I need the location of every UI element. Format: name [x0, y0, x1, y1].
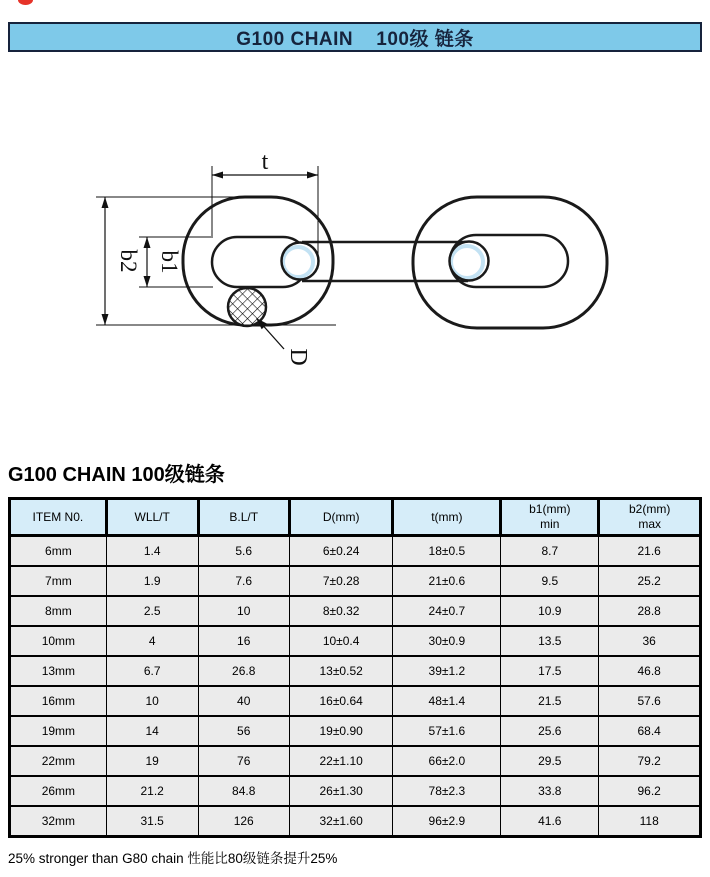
col-header-wll: WLL/T: [106, 499, 198, 536]
section-title: G100 CHAIN 100级链条: [8, 464, 225, 486]
b2-arrow-top: [102, 197, 109, 208]
cell-b2: 79.2: [599, 746, 701, 776]
b1-arrow-bottom: [144, 276, 151, 287]
table-row: [10, 686, 701, 716]
cell-t: 66±2.0: [393, 746, 501, 776]
cell-t: 18±0.5: [393, 536, 501, 567]
table-row: [10, 806, 701, 837]
cell-b1: 33.8: [501, 776, 599, 806]
cell-bl: 10: [198, 596, 289, 626]
banner-title: G100 CHAIN 100级 链条: [236, 28, 474, 50]
cell-b2: 118: [599, 806, 701, 837]
cell-b2: 21.6: [599, 536, 701, 567]
logo-fragment: [18, 0, 33, 5]
cell-b1: 13.5: [501, 626, 599, 656]
cell-wll: 6.7: [106, 656, 198, 686]
cell-item-no: 8mm: [10, 596, 107, 626]
t-label: t: [261, 149, 269, 175]
cell-t: 48±1.4: [393, 686, 501, 716]
b2-label: b2: [116, 249, 141, 273]
cell-t: 24±0.7: [393, 596, 501, 626]
cell-t: 96±2.9: [393, 806, 501, 837]
table-row: [10, 596, 701, 626]
chain-dimension-diagram: [0, 140, 710, 385]
cell-t: 57±1.6: [393, 716, 501, 746]
cell-item-no: 16mm: [10, 686, 107, 716]
cell-wll: 4: [106, 626, 198, 656]
table-row: [10, 656, 701, 686]
title-banner: [8, 22, 702, 52]
table-row: [10, 536, 701, 567]
cell-d: 22±1.10: [289, 746, 393, 776]
cell-item-no: 22mm: [10, 746, 107, 776]
cell-t: 30±0.9: [393, 626, 501, 656]
table-row: [10, 716, 701, 746]
cell-bl: 26.8: [198, 656, 289, 686]
cell-wll: 1.4: [106, 536, 198, 567]
col-header-bl: B.L/T: [198, 499, 289, 536]
cell-b2: 57.6: [599, 686, 701, 716]
cell-b2: 25.2: [599, 566, 701, 596]
cell-d: 8±0.32: [289, 596, 393, 626]
cell-d: 19±0.90: [289, 716, 393, 746]
cell-d: 7±0.28: [289, 566, 393, 596]
cell-b1: 10.9: [501, 596, 599, 626]
cell-bl: 84.8: [198, 776, 289, 806]
cell-t: 78±2.3: [393, 776, 501, 806]
cell-item-no: 10mm: [10, 626, 107, 656]
cell-d: 10±0.4: [289, 626, 393, 656]
cell-bl: 7.6: [198, 566, 289, 596]
cell-wll: 14: [106, 716, 198, 746]
cell-wll: 1.9: [106, 566, 198, 596]
cell-d: 26±1.30: [289, 776, 393, 806]
cell-item-no: 13mm: [10, 656, 107, 686]
cell-item-no: 7mm: [10, 566, 107, 596]
cell-wll: 2.5: [106, 596, 198, 626]
cell-b2: 46.8: [599, 656, 701, 686]
col-header-item-no: ITEM N0.: [10, 499, 107, 536]
cell-d: 6±0.24: [289, 536, 393, 567]
cell-t: 21±0.6: [393, 566, 501, 596]
cell-d: 16±0.64: [289, 686, 393, 716]
cell-t: 39±1.2: [393, 656, 501, 686]
cell-wll: 21.2: [106, 776, 198, 806]
cell-wll: 19: [106, 746, 198, 776]
cell-b1: 17.5: [501, 656, 599, 686]
spec-table: [8, 497, 702, 838]
table-row: [10, 746, 701, 776]
cell-b2: 68.4: [599, 716, 701, 746]
right-link-outer: [413, 197, 607, 328]
col-header-t: t(mm): [393, 499, 501, 536]
t-arrow-right: [307, 172, 318, 179]
cell-d: 32±1.60: [289, 806, 393, 837]
cell-bl: 126: [198, 806, 289, 837]
t-arrow-left: [212, 172, 223, 179]
cell-item-no: 19mm: [10, 716, 107, 746]
table-row: [10, 776, 701, 806]
cell-bl: 40: [198, 686, 289, 716]
cell-b1: 41.6: [501, 806, 599, 837]
col-header-d: D(mm): [289, 499, 393, 536]
cell-item-no: 26mm: [10, 776, 107, 806]
footer-note: 25% stronger than G80 chain 性能比80级链条提升25%: [8, 851, 338, 866]
cell-bl: 76: [198, 746, 289, 776]
cell-b1: 25.6: [501, 716, 599, 746]
cell-item-no: 32mm: [10, 806, 107, 837]
table-row: [10, 566, 701, 596]
cell-wll: 10: [106, 686, 198, 716]
spec-table-container: [8, 497, 702, 838]
cell-bl: 56: [198, 716, 289, 746]
cell-b1: 21.5: [501, 686, 599, 716]
cell-bl: 16: [198, 626, 289, 656]
cell-b2: 36: [599, 626, 701, 656]
cell-wll: 31.5: [106, 806, 198, 837]
b2-arrow-bottom: [102, 314, 109, 325]
table-row: [10, 626, 701, 656]
cell-b1: 29.5: [501, 746, 599, 776]
cell-b1: 9.5: [501, 566, 599, 596]
b1-arrow-top: [144, 237, 151, 248]
col-header-b2: b2(mm) max: [599, 499, 701, 536]
cell-b2: 28.8: [599, 596, 701, 626]
header-row: [10, 499, 701, 536]
cell-b1: 8.7: [501, 536, 599, 567]
cell-item-no: 6mm: [10, 536, 107, 567]
b1-label: b1: [157, 250, 182, 274]
cell-b2: 96.2: [599, 776, 701, 806]
cell-d: 13±0.52: [289, 656, 393, 686]
col-header-b1: b1(mm) min: [501, 499, 599, 536]
cell-bl: 5.6: [198, 536, 289, 567]
d-label: D: [285, 348, 311, 366]
